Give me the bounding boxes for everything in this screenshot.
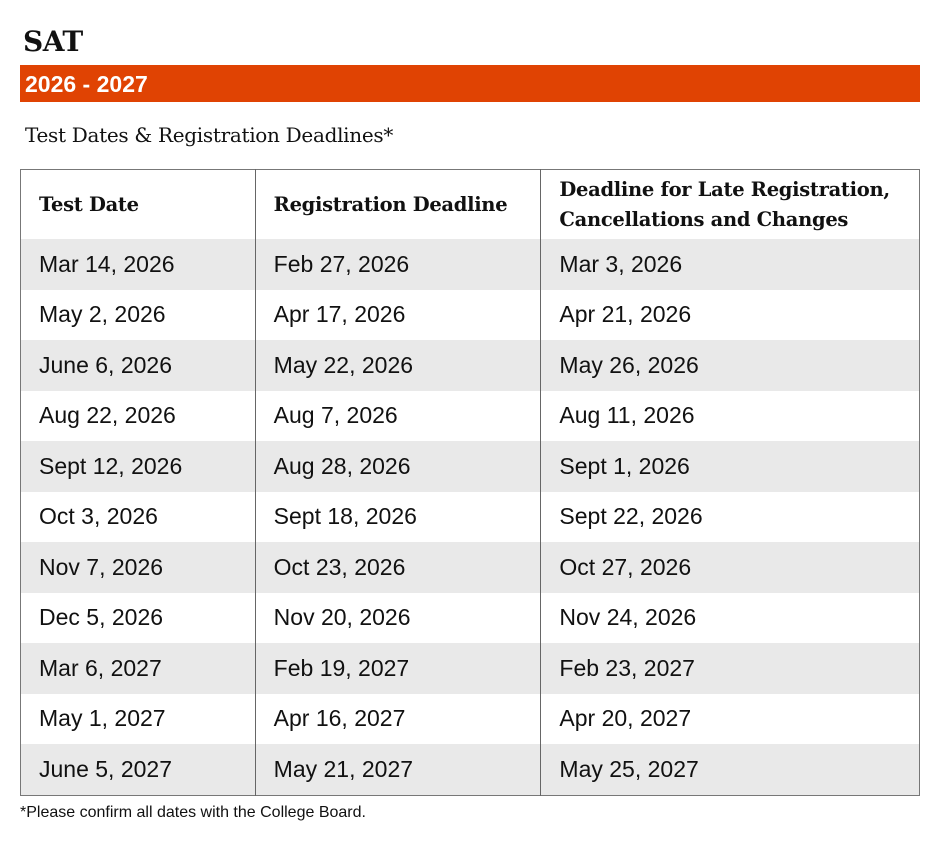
cell-test-date: June 5, 2027: [21, 744, 256, 795]
cell-registration-deadline: Oct 23, 2026: [255, 542, 541, 593]
cell-late-deadline: Oct 27, 2026: [541, 542, 920, 593]
cell-registration-deadline: Feb 19, 2027: [255, 643, 541, 694]
cell-late-deadline: Sept 22, 2026: [541, 492, 920, 543]
table-row: [21, 694, 920, 745]
cell-registration-deadline: May 21, 2027: [255, 744, 541, 795]
cell-late-deadline: Apr 21, 2026: [541, 290, 920, 341]
cell-test-date: May 1, 2027: [21, 694, 256, 745]
table-row: [21, 441, 920, 492]
table-row: [21, 239, 920, 290]
cell-test-date: Nov 7, 2026: [21, 542, 256, 593]
header-registration-deadline: Registration Deadline: [255, 170, 541, 240]
cell-late-deadline: Sept 1, 2026: [541, 441, 920, 492]
table-row: [21, 542, 920, 593]
cell-late-deadline: May 26, 2026: [541, 340, 920, 391]
year-banner-label: 2026 - 2027: [25, 71, 148, 97]
cell-test-date: Mar 6, 2027: [21, 643, 256, 694]
page-title: SAT: [23, 25, 83, 58]
header-test-date: Test Date: [21, 170, 256, 240]
cell-test-date: May 2, 2026: [21, 290, 256, 341]
table-row: [21, 340, 920, 391]
cell-registration-deadline: Apr 17, 2026: [255, 290, 541, 341]
header-late-deadline: Deadline for Late Registration, Cancellations and Changes: [541, 170, 920, 240]
cell-test-date: Sept 12, 2026: [21, 441, 256, 492]
cell-late-deadline: Apr 20, 2027: [541, 694, 920, 745]
cell-registration-deadline: May 22, 2026: [255, 340, 541, 391]
cell-registration-deadline: Nov 20, 2026: [255, 593, 541, 644]
table-row: [21, 593, 920, 644]
cell-test-date: Mar 14, 2026: [21, 239, 256, 290]
cell-registration-deadline: Apr 16, 2027: [255, 694, 541, 745]
year-banner: [20, 65, 920, 102]
cell-registration-deadline: Aug 28, 2026: [255, 441, 541, 492]
section-subtitle: Test Dates & Registration Deadlines*: [25, 123, 394, 147]
cell-test-date: Aug 22, 2026: [21, 391, 256, 442]
cell-registration-deadline: Sept 18, 2026: [255, 492, 541, 543]
cell-registration-deadline: Feb 27, 2026: [255, 239, 541, 290]
cell-test-date: Oct 3, 2026: [21, 492, 256, 543]
cell-test-date: June 6, 2026: [21, 340, 256, 391]
table-row: [21, 643, 920, 694]
cell-late-deadline: Feb 23, 2027: [541, 643, 920, 694]
table-row: [21, 744, 920, 795]
footnote: *Please confirm all dates with the College Board.: [20, 804, 366, 821]
cell-late-deadline: Mar 3, 2026: [541, 239, 920, 290]
test-dates-table: [20, 169, 920, 796]
cell-late-deadline: Nov 24, 2026: [541, 593, 920, 644]
table-row: [21, 492, 920, 543]
cell-late-deadline: May 25, 2027: [541, 744, 920, 795]
table-header-row: [21, 170, 920, 240]
cell-test-date: Dec 5, 2026: [21, 593, 256, 644]
cell-registration-deadline: Aug 7, 2026: [255, 391, 541, 442]
table-row: [21, 290, 920, 341]
table-row: [21, 391, 920, 442]
cell-late-deadline: Aug 11, 2026: [541, 391, 920, 442]
